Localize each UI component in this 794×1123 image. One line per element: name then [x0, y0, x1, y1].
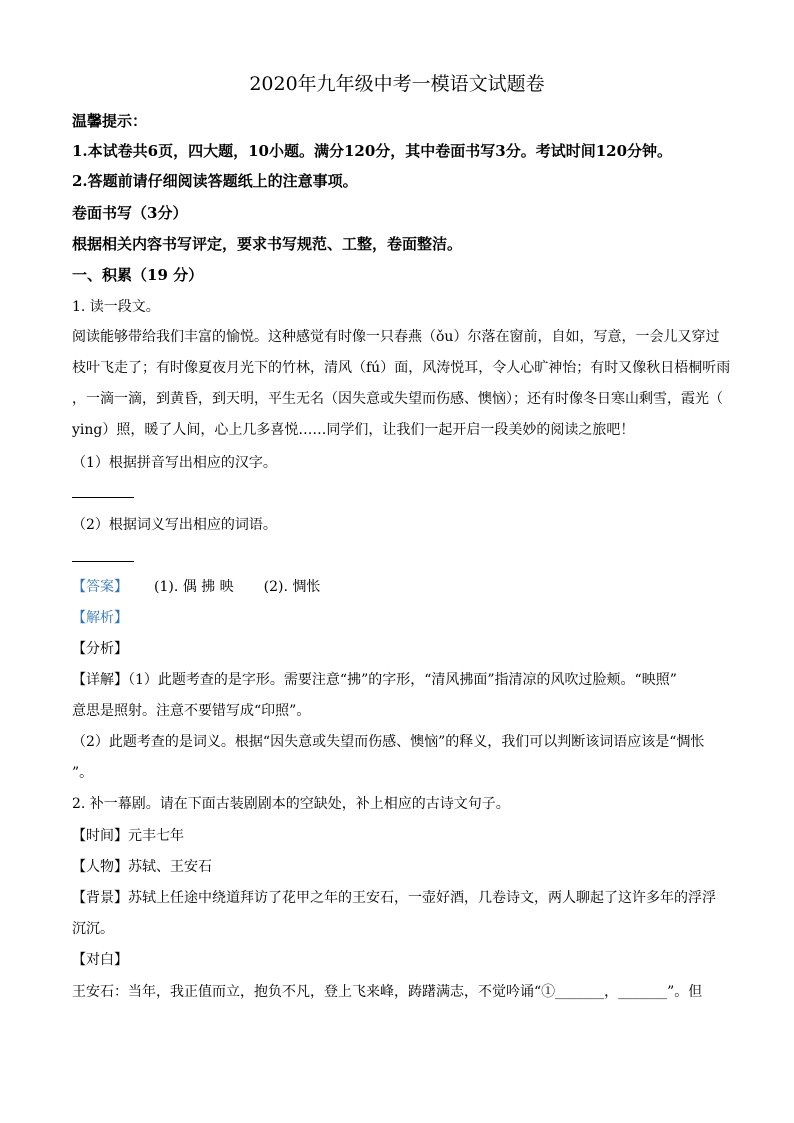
- section-1-heading: 一、积累（19 分）: [72, 266, 204, 284]
- q1-detail-line-1: 【详解】（1）此题考查的是字形。需要注意“拂”的字形，“清风拂面”指清凉的风吹过脸颊。“映照”: [72, 672, 677, 688]
- q1-answer-row: [72, 576, 722, 598]
- q2-stem: 2. 补一幕剧。请在下面古装剧剧本的空缺处，补上相应的古诗文句子。: [72, 796, 510, 812]
- q2-dialog-line-1: 王安石：当年，我正值而立，抱负不凡，登上飞来峰，踌躇满志，不觉吟诵“①_______，_______”。但: [72, 984, 703, 1000]
- q1-passage-line-2: 枝叶飞走了；有时像夏夜月光下的竹林，清风（fú）面，风涛悦耳，令人心旷神怡；有时又像秋日梧桐听雨: [72, 360, 731, 376]
- analysis-label: 【解析】: [72, 610, 128, 626]
- q2-people: 【人物】苏轼、王安石: [72, 859, 212, 875]
- q1-detail-line-2: 意思是照射。注意不要错写成“印照”。: [72, 703, 311, 719]
- q2-background-line-1: 【背景】苏轼上任途中绕道拜访了花甲之年的王安石，一壶好酒，几卷诗文，两人聊起了这许多年的浮浮: [72, 890, 716, 906]
- tips-line-1: 1.本试卷共6页，四大题，10小题。满分120分，其中卷面书写3分。考试时间120分钟。: [72, 142, 673, 160]
- q1-detail-line-3: （2）此题考查的是词义。根据“因失意或失望而伤感、懊恼”的释义，我们可以判断该词语应该是“惆怅: [72, 734, 705, 750]
- answer-blank: [72, 497, 134, 498]
- answer-2: (2). 惆怅: [263, 579, 321, 595]
- q2-time: 【时间】元丰七年: [72, 828, 184, 844]
- handwriting-heading: 卷面书写（3分）: [72, 204, 188, 222]
- answer-1: (1). 偶 拂 映: [154, 579, 234, 595]
- answer-label: 【答案】: [72, 579, 128, 595]
- fenxi-label: 【分析】: [72, 641, 128, 657]
- tips-heading: 温馨提示：: [72, 112, 148, 130]
- answer-blank: [72, 561, 134, 562]
- q1-sub-2: （2）根据词义写出相应的词语。: [72, 517, 277, 533]
- q1-passage-line-1: 阅读能够带给我们丰富的愉悦。这种感觉有时像一只春燕（ǒu）尔落在窗前，自如，写意，一会儿又穿过: [72, 329, 720, 345]
- q1-passage-line-4: ying）照，暖了人间，心上几多喜悦……同学们，让我们一起开启一段美妙的阅读之旅吧！: [72, 422, 635, 438]
- q1-detail-line-4: ”。: [72, 765, 94, 781]
- page-title: 2020年九年级中考一模语文试题卷: [249, 73, 545, 95]
- tips-line-2: 2.答题前请仔细阅读答题纸上的注意事项。: [72, 172, 358, 190]
- q1-stem: 1. 读一段文。: [72, 299, 160, 315]
- detail-label: 【详解】: [72, 672, 128, 688]
- handwriting-text: 根据相关内容书写评定，要求书写规范、工整，卷面整洁。: [72, 235, 463, 253]
- q2-dialog-label: 【对白】: [72, 952, 128, 968]
- q1-passage-line-3: ，一滴一滴，到黄昏，到天明，平生无名（因失意或失望而伤感、懊恼）；还有时像冬日寒山剩雪，霞光（: [72, 391, 723, 407]
- q1-sub-1: （1）根据拼音写出相应的汉字。: [72, 455, 277, 471]
- q2-background-line-2: 沉沉。: [72, 921, 114, 937]
